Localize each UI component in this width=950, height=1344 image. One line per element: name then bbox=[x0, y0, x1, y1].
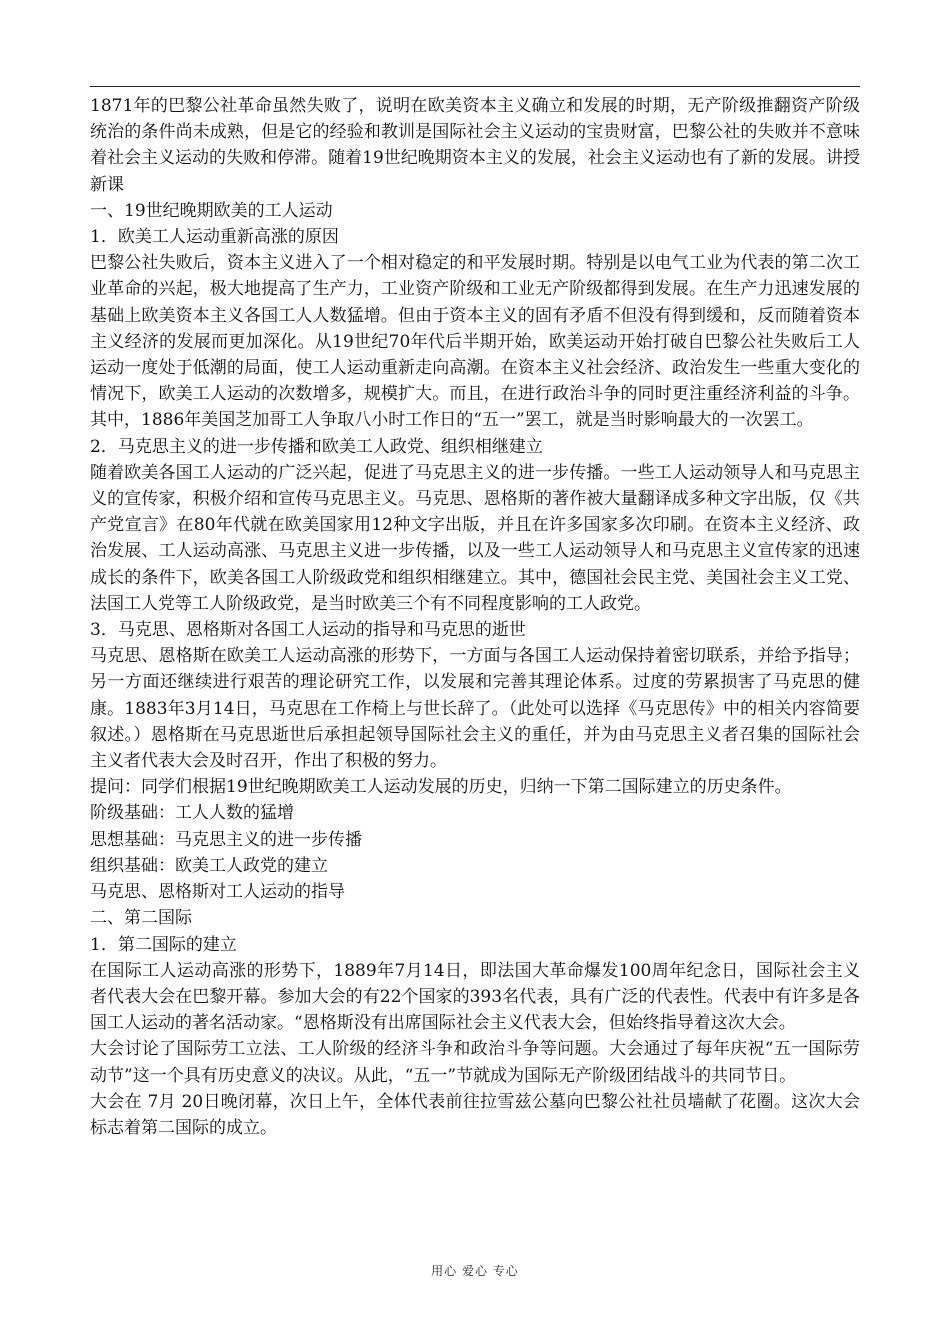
intro-paragraph: 1871年的巴黎公社革命虽然失败了，说明在欧美资本主义确立和发展的时期，无产阶级推翻资产阶级统治的条件尚未成熟，但是它的经验和教训是国际社会主义运动的宝贵财富，巴黎公社的失败并不意味着社会主义运动的失败和停滞。随着19世纪晚期资本主义的发展，社会主义运动也有了新的发展。讲授新课 bbox=[90, 96, 860, 195]
body-paragraph: 大会讨论了国际劳工立法、工人阶级的经济斗争和政治斗争等问题。大会通过了每年庆祝“五一国际劳动节”这一个具有历史意义的决议。从此，“五一”节就成为国际无产阶级团结战斗的共同节日。 bbox=[90, 1039, 860, 1086]
subheading-1-2: 2．马克思主义的进一步传播和欧美工人政党、组织相继建立 bbox=[90, 436, 543, 457]
answer-item: 组织基础：欧美工人政党的建立 bbox=[90, 855, 328, 876]
page-footer: 用心 爱心 专心 bbox=[431, 1264, 519, 1278]
body-paragraph: 大会在 7月 20日晚闭幕，次日上午，全体代表前往拉雪兹公墓向巴黎公社社员墙献了花圈。这次大会标志着第二国际的成立。 bbox=[90, 1091, 860, 1138]
body-paragraph: 马克思、恩格斯在欧美工人运动高涨的形势下，一方面与各国工人运动保持着密切联系，并给予指导；另一方面还继续进行艰苦的理论研究工作，以发展和完善其理论体系。过度的劳累损害了马克思的健康。1883年3月14日，马克思在工作椅上与世长辞了。（此处可以选择《马克思传》中的相关内容简要叙述。）恩格斯在马克思逝世后承担起领导国际社会主义的重任，并为由马克思主义者召集的国际社会主义者代表大会及时召开，作出了积极的努力。 bbox=[90, 646, 860, 772]
subheading-2-1: 1．第二国际的建立 bbox=[90, 934, 237, 955]
section-heading-2: 二、第二国际 bbox=[90, 908, 192, 929]
subheading-1-3: 3．马克思、恩格斯对各国工人运动的指导和马克思的逝世 bbox=[90, 620, 526, 641]
body-paragraph: 随着欧美各国工人运动的广泛兴起，促进了马克思主义的进一步传播。一些工人运动领导人和马克思主义的宣传家，积极介绍和宣传马克思主义。马克思、恩格斯的著作被大量翻译成多种文字出版，仅《共产党宣言》在80年代就在欧美国家用12种文字出版，并且在许多国家多次印刷。在资本主义经济、政治发展、工人运动高涨、马克思主义进一步传播，以及一些工人运动领导人和马克思主义宣传家的迅速成长的条件下，欧美各国工人阶级政党和组织相继建立。其中，德国社会民主党、美国社会主义工党、法国工人党等工人阶级政党，是当时欧美三个有不同程度影响的工人政党。 bbox=[90, 462, 860, 614]
question-paragraph: 提问：同学们根据19世纪晚期欧美工人运动发展的历史，归纳一下第二国际建立的历史条件。 bbox=[90, 777, 792, 798]
document-body bbox=[90, 93, 860, 1141]
header-rule bbox=[90, 86, 860, 87]
answer-item: 阶级基础：工人人数的猛增 bbox=[90, 803, 294, 824]
answer-item: 马克思、恩格斯对工人运动的指导 bbox=[90, 882, 345, 903]
body-paragraph: 巴黎公社失败后，资本主义进入了一个相对稳定的和平发展时期。特别是以电气工业为代表的第二次工业革命的兴起，极大地提高了生产力，工业资产阶级和工业无产阶级都得到发展。在生产力迅速发展的基础上欧美资本主义各国工人人数猛增。但由于资本主义的固有矛盾不但没有得到缓和，反而随着资本主义经济的发展而更加深化。从19世纪70年代后半期开始，欧美运动开始打破自巴黎公社失败后工人运动一度处于低潮的局面，使工人运动重新走向高潮。在资本主义社会经济、政治发生一些重大变化的情况下，欧美工人运动的次数增多，规模扩大。而且，在进行政治斗争的同时更注重经济利益的斗争。其中，1886年美国芝加哥工人争取八小时工作日的“五一”罢工，就是当时影响最大的一次罢工。 bbox=[90, 253, 860, 431]
answer-item: 思想基础：马克思主义的进一步传播 bbox=[90, 829, 362, 850]
section-heading-1: 一、19世纪晚期欧美的工人运动 bbox=[90, 200, 333, 221]
body-paragraph: 在国际工人运动高涨的形势下，1889年7月14日，即法国大革命爆发100周年纪念日，国际社会主义者代表大会在巴黎开幕。参加大会的有22个国家的393名代表，具有广泛的代表性。代表中有许多是各国工人运动的著名活动家。“恩格斯没有出席国际社会主义代表大会，但始终指导着这次大会。 bbox=[90, 960, 860, 1034]
subheading-1-1: 1．欧美工人运动重新高涨的原因 bbox=[90, 227, 339, 248]
